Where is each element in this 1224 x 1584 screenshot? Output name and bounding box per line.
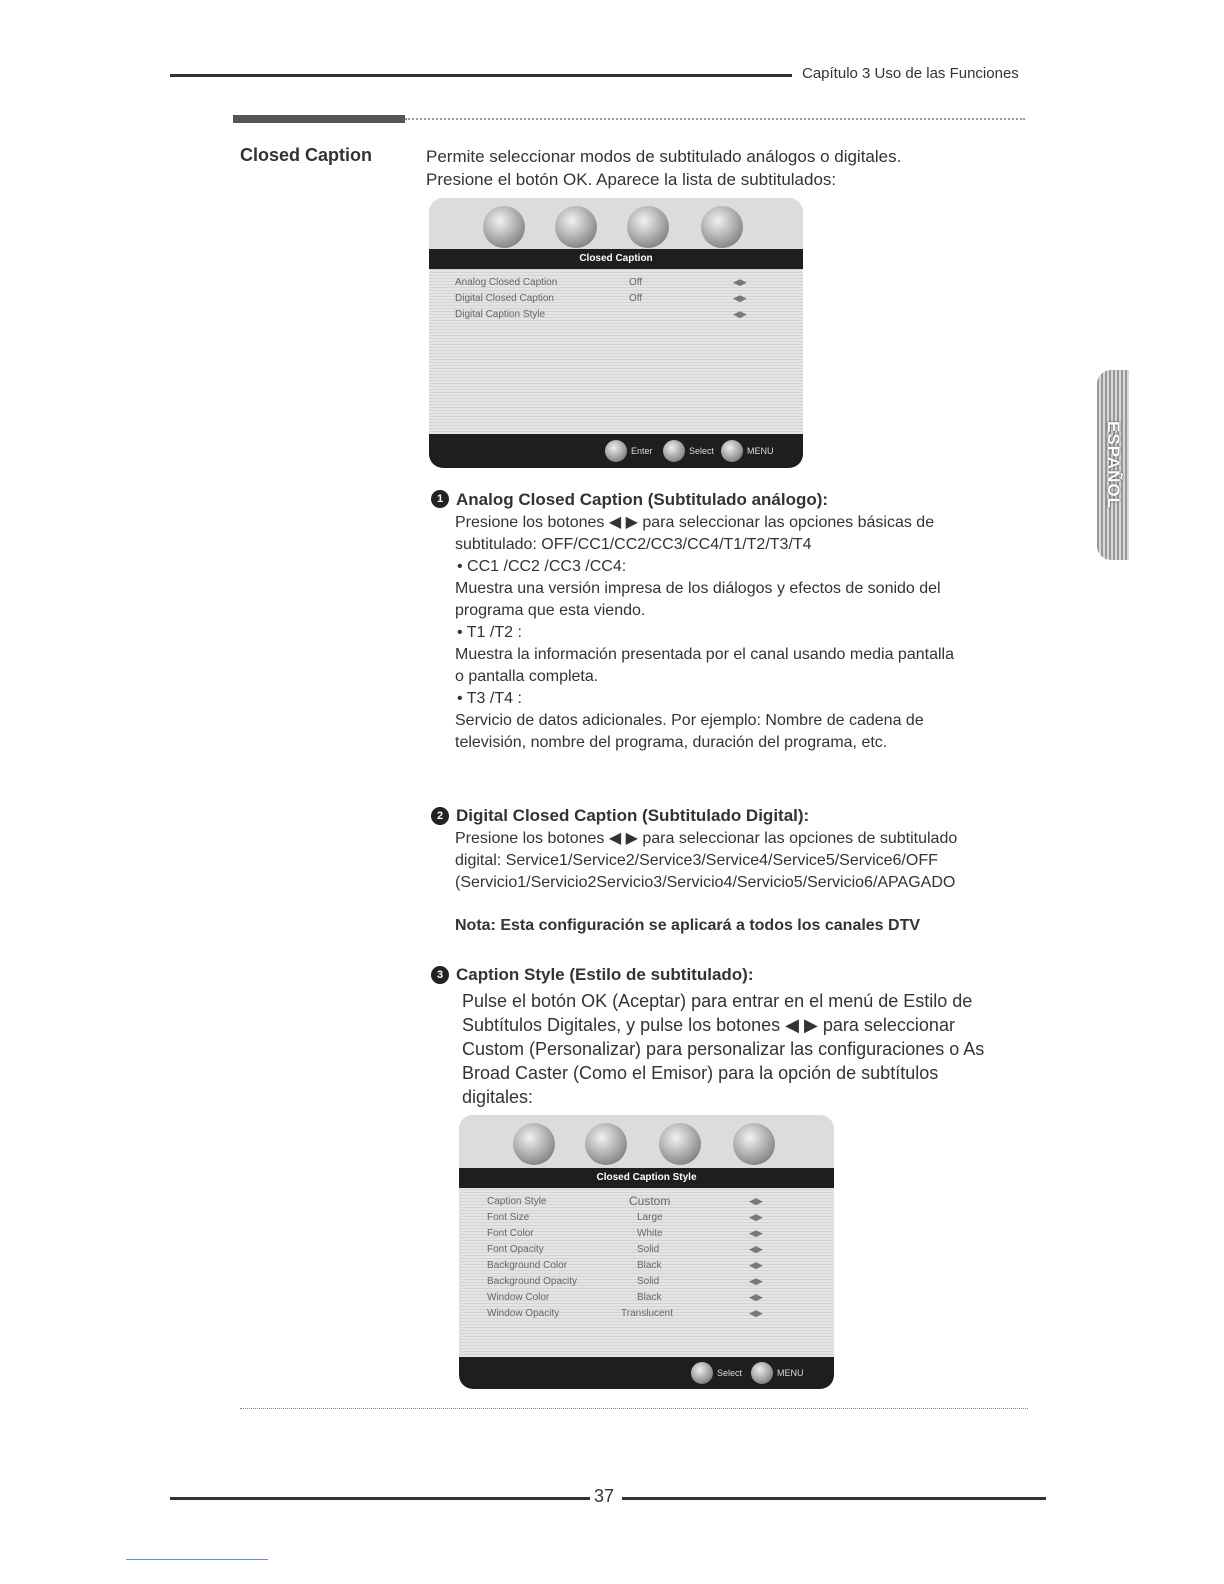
select-button-icon [691,1362,713,1384]
osd-row-label: Font Opacity [487,1244,544,1255]
text-line: Broad Caster (Como el Emisor) para la opción de subtítulos [462,1063,939,1083]
menu-button-icon [721,440,743,462]
item-number-badge: 2 [431,807,449,825]
page-number: 37 [594,1486,615,1506]
osd-row-label: Digital Closed Caption [455,293,554,304]
text-line: digitales: [462,1087,534,1107]
text-line: programa que esta viendo. [455,602,646,619]
left-right-arrow-icon: ◀▶ [749,1228,763,1238]
osd-body [429,269,803,434]
intro-line: Permite seleccionar modos de subtitulado análogos o digitales. [426,147,902,166]
text-line: Custom (Personalizar) para personalizar las configuraciones o As [462,1039,985,1059]
osd-row-label: Background Opacity [487,1276,578,1287]
osd-icon-bar [459,1115,834,1171]
osd-row-label: Font Color [487,1228,534,1239]
audio-icon [585,1123,627,1165]
channel-icon [627,206,669,248]
text-line: Muestra la información presentada por el canal usando media pantalla [455,646,954,663]
left-right-arrow-icon: ◀▶ [749,1292,763,1302]
text-line: digital: Service1/Service2/Service3/Service4/Service5/Service6/OFF [455,852,938,869]
header-rule [170,74,792,77]
blue-underline [126,1559,268,1560]
text-line: televisión, nombre del programa, duración del programa, etc. [455,734,888,751]
intro-line: Presione el botón OK. Aparece la lista de subtitulados: [426,170,837,189]
left-right-arrow-icon: ◀▶ [749,1196,763,1206]
footer-rule-right [622,1497,1046,1500]
text-line: Pulse el botón OK (Aceptar) para entrar en el menú de Estilo de [462,991,973,1011]
footer-rule-left [170,1497,590,1500]
left-right-arrow-icon: ◀▶ [749,1212,763,1222]
text-line: subtitulado: OFF/CC1/CC2/CC3/CC4/T1/T2/T3/T4 [455,536,812,553]
osd-row-value: Solid [637,1276,660,1287]
item-body [462,989,1052,1109]
language-tab-label: ESPAÑOL [1104,421,1123,509]
select-button-icon [663,440,685,462]
osd-row-value: Black [637,1292,662,1303]
language-side-tab [1097,370,1129,560]
item-heading: Digital Closed Caption (Subtitulado Digital): [456,806,810,825]
enter-button-icon [605,440,627,462]
osd-row-label: Font Size [487,1212,530,1223]
osd-footer-label: Select [717,1368,743,1378]
left-right-arrow-icon: ◀▶ [749,1260,763,1270]
channel-icon [659,1123,701,1165]
osd-row-value: Translucent [621,1308,673,1319]
menu-button-icon [751,1362,773,1384]
text-line: • T1 /T2 : [457,624,522,641]
text-line: Subtítulos Digitales, y pulse los botones ◀ ▶ para seleccionar [462,1015,955,1035]
audio-icon [555,206,597,248]
chapter-header: Capítulo 3 Uso de las Funciones [802,65,1019,82]
osd-footer-label: MENU [777,1368,804,1378]
osd-row-label: Window Opacity [487,1308,560,1319]
text-line: • T3 /T4 : [457,690,522,707]
section-intro [426,145,901,191]
text-line: • CC1 /CC2 /CC3 /CC4: [457,558,627,575]
osd-body [459,1188,834,1357]
item-body [455,512,1055,754]
osd-title: Closed Caption [429,249,803,269]
setup-icon [733,1123,775,1165]
osd-row-value: White [637,1228,663,1239]
section-title: Closed Caption [240,145,373,165]
osd-footer-label: Select [689,446,715,456]
left-right-arrow-icon: ◀▶ [749,1244,763,1254]
picture-icon [513,1123,555,1165]
text-line: Presione los botones ◀ ▶ para seleccionar las opciones de subtitulado [455,830,958,847]
osd-title: Closed Caption Style [459,1168,834,1188]
osd-closed-caption-menu [429,198,803,468]
picture-icon [483,206,525,248]
note: Nota: Esta configuración se aplicará a todos los canales DTV [455,917,921,934]
osd-footer-label: MENU [747,446,774,456]
item-number-badge: 1 [431,490,449,508]
osd-icon-bar [429,198,803,254]
osd-row-label: Analog Closed Caption [455,277,558,288]
osd-row-value: Solid [637,1244,660,1255]
left-right-arrow-icon: ◀▶ [733,309,747,319]
left-right-arrow-icon: ◀▶ [749,1276,763,1286]
item-heading: Caption Style (Estilo de subtitulado): [456,965,754,984]
osd-footer [429,434,803,468]
text-line: Presione los botones ◀ ▶ para seleccionar las opciones básicas de [455,514,935,531]
osd-footer-label: Enter [631,446,653,456]
osd-closed-caption-style-menu [459,1115,834,1389]
osd-row-label: Window Color [487,1292,550,1303]
osd-row-value: Custom [629,1194,671,1208]
bottom-dotted-rule [240,1408,1028,1409]
osd-row-value: Off [629,293,643,304]
item-heading: Analog Closed Caption (Subtitulado análogo): [456,490,829,509]
left-right-arrow-icon: ◀▶ [733,293,747,303]
osd-row-label: Digital Caption Style [455,309,546,320]
osd-row-value: Black [637,1260,662,1271]
left-right-arrow-icon: ◀▶ [733,277,747,287]
text-line: (Servicio1/Servicio2Servicio3/Servicio4/Servicio5/Servicio6/APAGADO [455,874,956,891]
text-line: Muestra una versión impresa de los diálogos y efectos de sonido del [455,580,941,597]
text-line: Servicio de datos adicionales. Por ejemplo: Nombre de cadena de [455,712,924,729]
section-bar-dotted [405,118,1025,120]
osd-row-label: Background Color [487,1260,568,1271]
item-body [455,828,1055,894]
osd-footer [459,1357,834,1389]
osd-row-label: Caption Style [487,1196,547,1207]
osd-row-value: Off [629,277,643,288]
item-number-badge: 3 [431,966,449,984]
setup-icon [701,206,743,248]
osd-row-value: Large [637,1212,663,1223]
text-line: o pantalla completa. [455,668,599,685]
left-right-arrow-icon: ◀▶ [749,1308,763,1318]
section-bar [233,115,405,123]
